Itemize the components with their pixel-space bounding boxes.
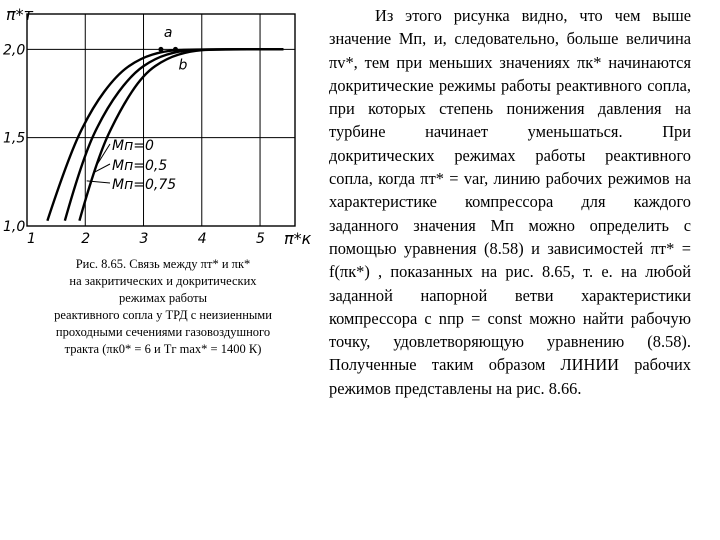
x-tick-label: 3 [139, 231, 149, 247]
plot-frame [27, 14, 295, 226]
chart-grid [27, 14, 295, 226]
caption-line: Рис. 8.65. Связь между πт* и πк* [75, 257, 251, 271]
x-axis-label: π*к [284, 229, 312, 248]
series-line [79, 49, 283, 220]
figure-caption [14, 256, 312, 358]
body-paragraph: Из этого рисунка видно, что чем выше значение Mп, и, следовательно, больше величина πv*, тем при меньших значениях πк* начинаются докритические режимы работы реактивного сопла, при которых степень понижения давления на турбине начинает уменьшаться. При докритических режимах работы реактивного сопла, когда πт* = var, линию рабочих режимов на характеристике компрессора для каждого заданного значения Mп можно определить с помощью уравнения (8.58) и зависимостей πт* = f(πк*) , показанных на рис. 8.65, т. е. на любой заданной напорной ветви характеристики компрессора с nпр = const можно найти рабочую точку, удовлетворяющую уравнению (8.58). Полученные таким образом ЛИНИИ рабочих режимов представлены на рис. 8.66. [329, 6, 691, 398]
y-tick-label: 1,0 [3, 219, 26, 235]
chart-legend [87, 138, 177, 193]
point-marker [173, 47, 178, 52]
y-tick-label: 2,0 [3, 42, 26, 59]
legend-label: Mп=0,5 [112, 158, 168, 174]
point-label: b [178, 57, 188, 74]
series-line [65, 49, 283, 220]
x-tick-label: 1 [27, 231, 36, 247]
y-axis-label: π*т [6, 5, 33, 24]
x-tick-label: 2 [81, 231, 91, 247]
figure-chart [0, 0, 320, 250]
caption-line: тракта (πк0* = 6 и Тг max* = 1400 К) [64, 342, 262, 356]
caption-line: на закритических и докритических [69, 274, 257, 288]
x-tick-label: 5 [256, 231, 265, 247]
series-line [47, 49, 283, 220]
y-tick-label: 1,5 [3, 130, 26, 147]
x-tick-label: 4 [197, 231, 207, 247]
caption-line: режимах работы [119, 291, 207, 305]
point-marker [158, 47, 163, 52]
legend-label: Mп=0 [112, 138, 154, 154]
caption-line: проходными сечениями газовоздушного [55, 325, 271, 339]
body-text [329, 4, 691, 400]
legend-label: Mп=0,75 [112, 177, 177, 193]
caption-line: реактивного сопла у ТРД с неизиенными [54, 308, 272, 322]
point-label: a [163, 24, 173, 41]
